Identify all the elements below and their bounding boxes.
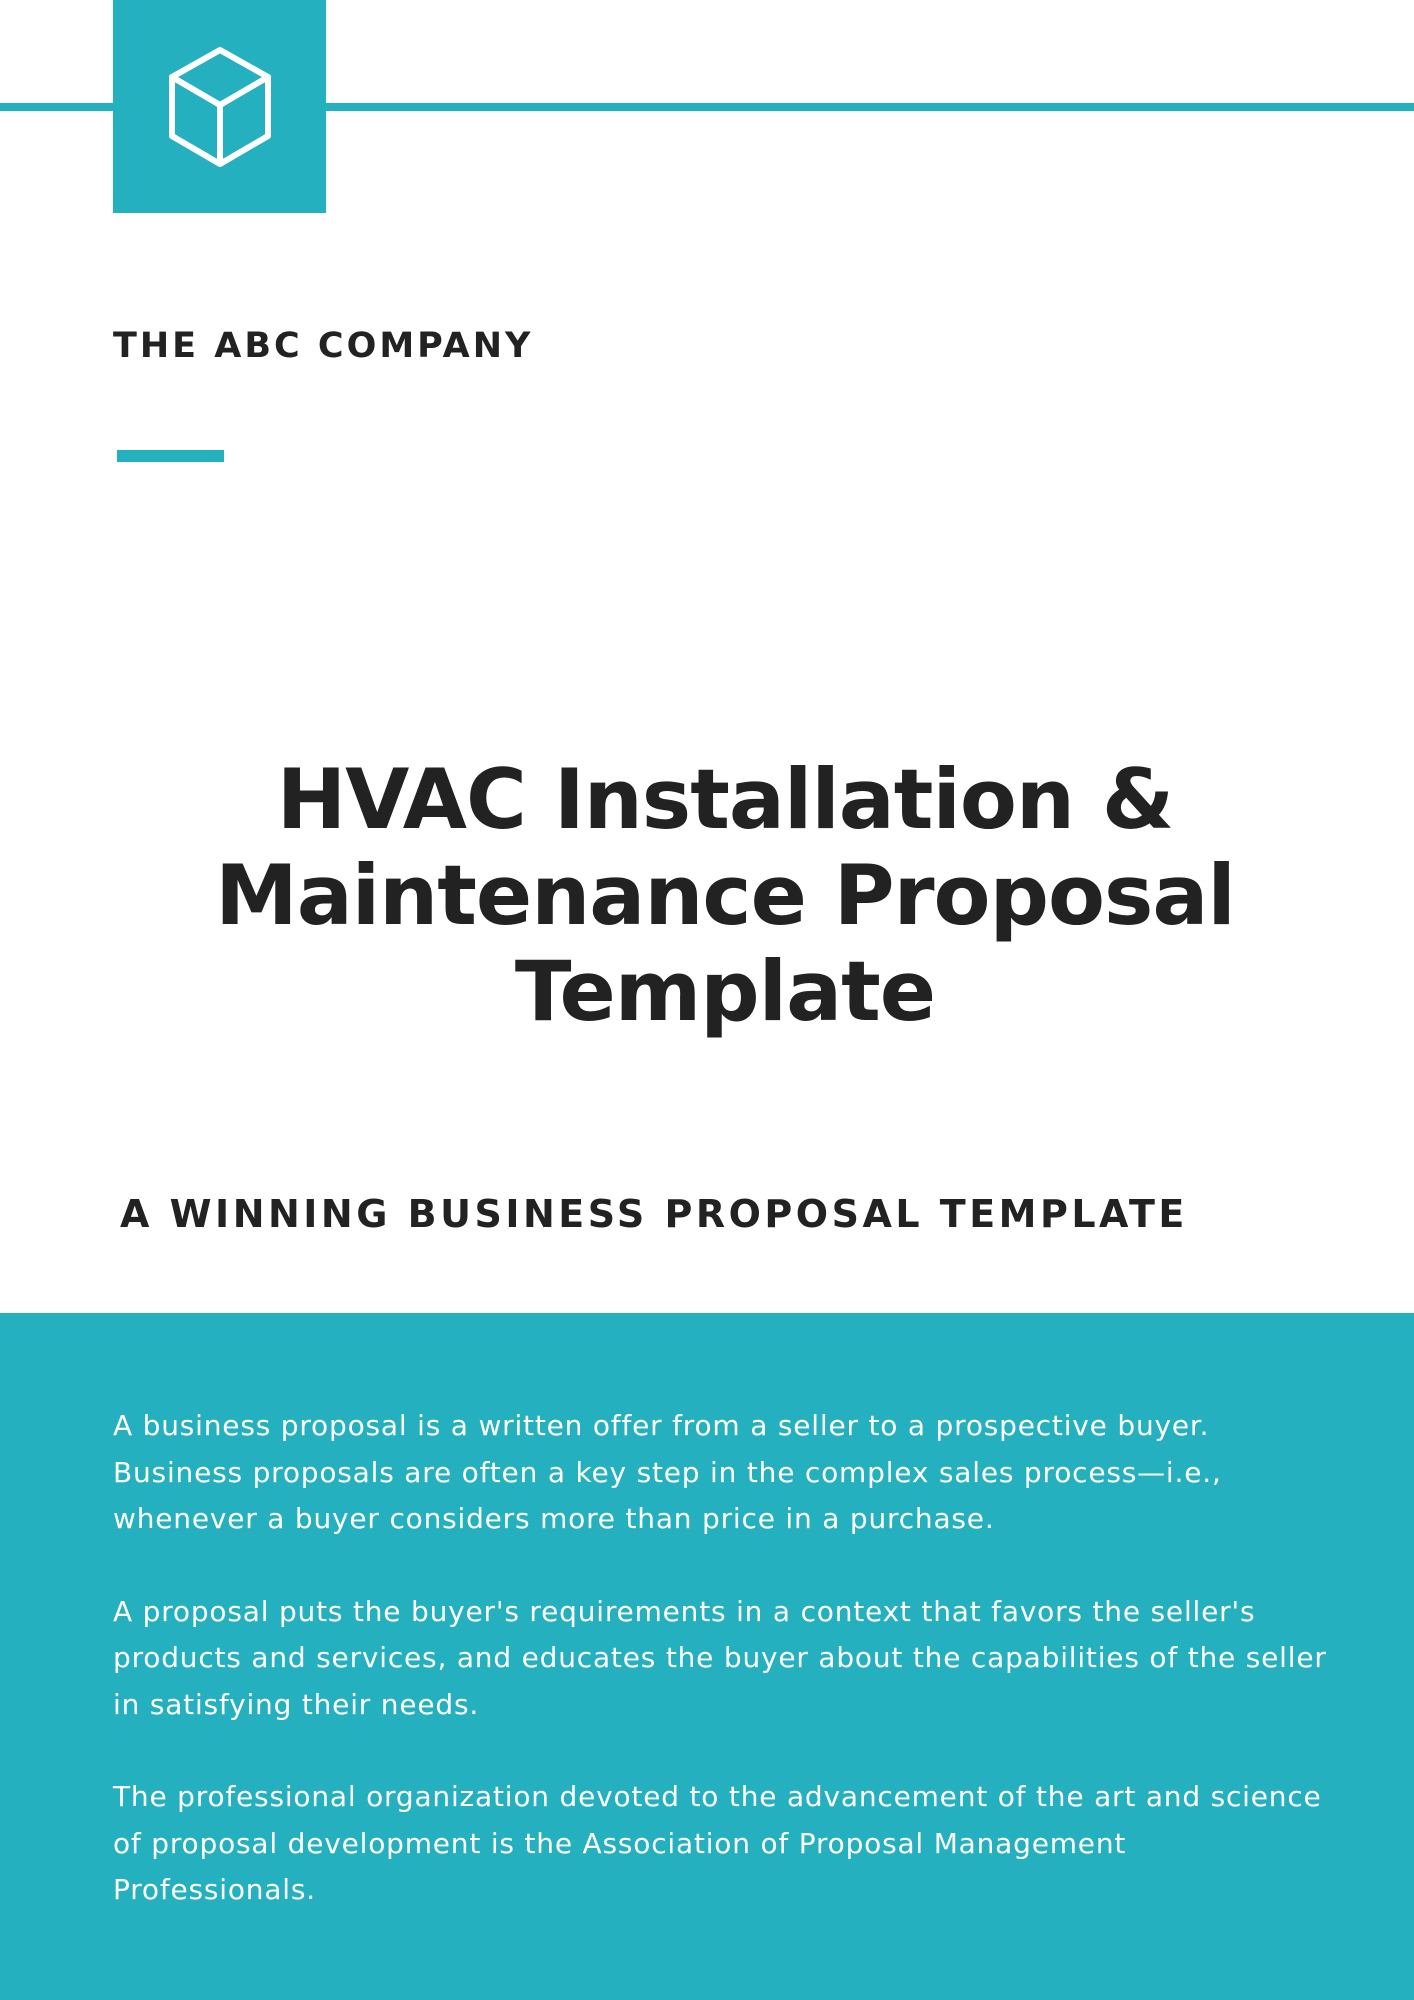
company-name: THE ABC COMPANY — [113, 326, 534, 366]
body-paragraph: The professional organization devoted to the advancement of the art and science of proposal development is the Association of Proposal Management Professionals. — [113, 1780, 1322, 1906]
accent-bar — [117, 450, 224, 462]
body-paragraph: A business proposal is a written offer from a seller to a prospective buyer. Business proposals are often a key step in the complex sales process—i.e., whenever a buyer considers more than price in a purchase. — [113, 1409, 1222, 1535]
cube-outline-icon — [165, 44, 275, 170]
body-paragraph: A proposal puts the buyer's requirements in a context that favors the seller's products and services, and educates the buyer about the capabilities of the seller in satisfying their needs. — [113, 1594, 1327, 1721]
title-line-3: Template — [514, 943, 936, 1040]
info-panel — [0, 1313, 1414, 2000]
title-line-1: HVAC Installation & — [276, 751, 1174, 848]
subtitle: A WINNING BUSINESS PROPOSAL TEMPLATE — [120, 1192, 1188, 1236]
title-line-2: Maintenance Proposal — [215, 847, 1235, 944]
page-title — [130, 752, 1320, 1040]
info-text — [113, 1403, 1333, 1960]
logo-box — [113, 0, 326, 213]
